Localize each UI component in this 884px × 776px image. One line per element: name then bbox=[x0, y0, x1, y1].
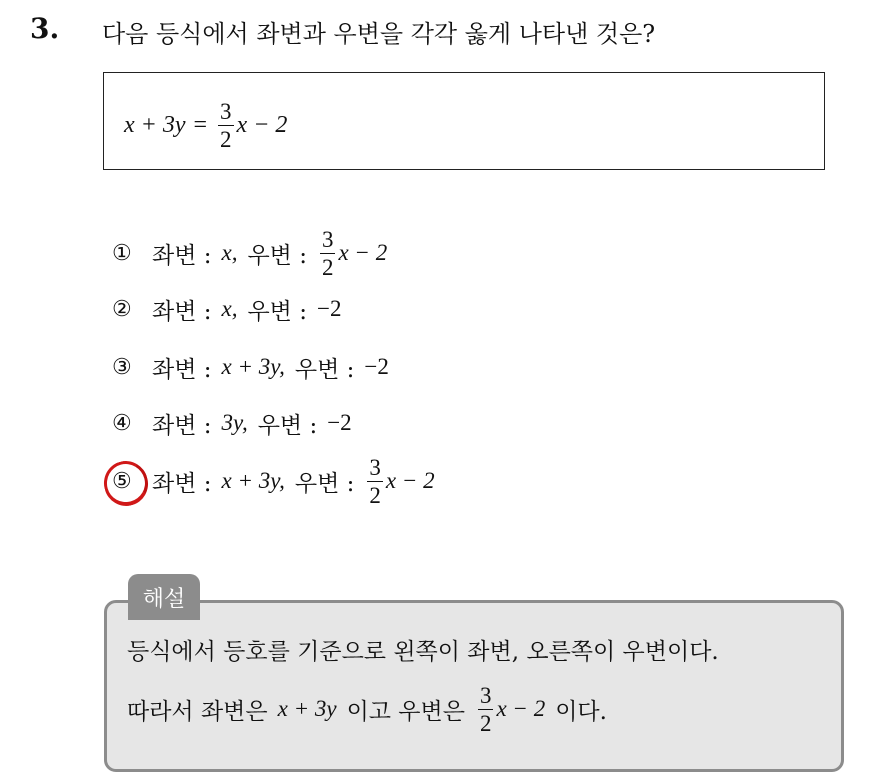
solution-tail: x − 2 bbox=[496, 696, 546, 721]
equals-sign: = bbox=[193, 111, 208, 138]
left-side-label: 좌변 : bbox=[152, 298, 212, 325]
solution-suffix: 이다. bbox=[555, 698, 607, 725]
option-2[interactable] bbox=[112, 284, 341, 334]
left-side-value: x, bbox=[221, 240, 238, 265]
solution-tag: 해설 bbox=[128, 574, 200, 620]
fraction-denominator: 2 bbox=[369, 482, 381, 508]
solution-fraction bbox=[478, 684, 494, 735]
right-side-label: 우변 : bbox=[294, 356, 355, 383]
right-side-label: 우변 : bbox=[247, 298, 307, 325]
equation-lhs: x + 3y bbox=[124, 111, 186, 138]
option-marker: ① bbox=[112, 240, 132, 266]
option-5[interactable] bbox=[112, 456, 435, 506]
fraction-numerator: 3 bbox=[321, 226, 334, 252]
left-side-value: x + 3y, bbox=[221, 354, 285, 379]
fraction-denominator: 2 bbox=[220, 126, 232, 152]
option-marker: ④ bbox=[112, 410, 132, 436]
right-side-value: −2 bbox=[316, 296, 342, 321]
fraction-numerator: 3 bbox=[220, 98, 232, 124]
right-side-label: 우변 : bbox=[294, 470, 355, 497]
fraction-denominator: 2 bbox=[321, 254, 334, 280]
option-marker bbox=[112, 469, 142, 494]
solution-box bbox=[104, 600, 844, 772]
solution-line-1: 등식에서 등호를 기준으로 왼쪽이 좌변, 오른쪽이 우변이다. bbox=[127, 639, 719, 665]
right-side-label: 우변 : bbox=[247, 242, 307, 269]
solution-line-2 bbox=[127, 679, 607, 739]
right-side-label: 우변 : bbox=[257, 412, 318, 439]
option-marker: ② bbox=[112, 296, 132, 322]
left-side-value: x + 3y, bbox=[221, 468, 285, 493]
option-marker: ③ bbox=[112, 354, 132, 380]
equation-fraction bbox=[218, 100, 234, 151]
fraction-numerator: 3 bbox=[369, 454, 381, 480]
solution-lhs: x + 3y bbox=[277, 696, 337, 721]
solution-mid: 이고 우변은 bbox=[346, 698, 465, 725]
option-3[interactable] bbox=[112, 342, 389, 392]
fraction-numerator: 3 bbox=[479, 682, 492, 708]
left-side-label: 좌변 : bbox=[152, 470, 212, 497]
question-text: 다음 등식에서 좌변과 우변을 각각 옳게 나타낸 것은? bbox=[102, 20, 656, 48]
answer-circle-mark bbox=[99, 456, 153, 511]
right-side-tail: x − 2 bbox=[385, 468, 435, 493]
left-side-label: 좌변 : bbox=[152, 356, 212, 383]
left-side-label: 좌변 : bbox=[152, 242, 212, 269]
right-side-tail: x − 2 bbox=[338, 240, 388, 265]
equation bbox=[124, 95, 287, 155]
right-side-value: −2 bbox=[327, 410, 352, 435]
right-side-fraction bbox=[367, 456, 383, 507]
fraction-denominator: 2 bbox=[479, 710, 492, 736]
left-side-value: x, bbox=[221, 296, 238, 321]
right-side-fraction bbox=[320, 228, 336, 279]
option-marker-glyph: ⑤ bbox=[112, 468, 132, 494]
option-4[interactable] bbox=[112, 398, 352, 448]
solution-prefix: 따라서 좌변은 bbox=[127, 698, 268, 725]
equation-rhs-tail: x − 2 bbox=[236, 111, 288, 138]
right-side-value: −2 bbox=[364, 354, 389, 379]
question-number: 3. bbox=[30, 12, 60, 45]
option-1[interactable] bbox=[112, 228, 387, 278]
left-side-value: 3y, bbox=[221, 410, 248, 435]
left-side-label: 좌변 : bbox=[152, 412, 212, 439]
equation-box bbox=[103, 72, 825, 170]
